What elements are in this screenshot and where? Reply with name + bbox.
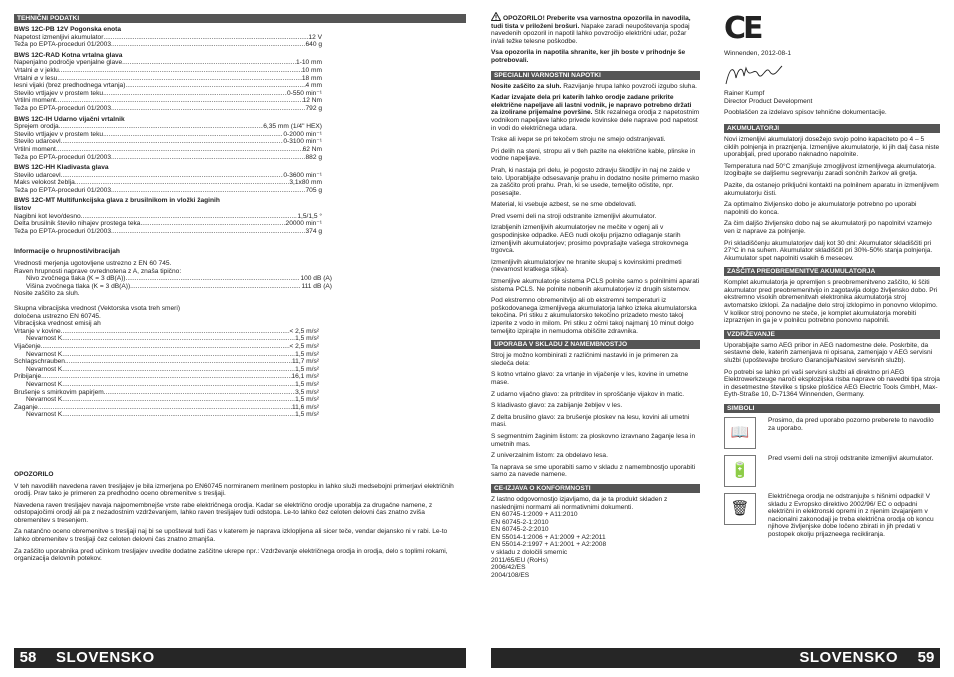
opozorilo-heading: OPOZORILO (14, 470, 54, 478)
leader-dots (62, 381, 295, 389)
spec-label: Število udarcevl (14, 171, 61, 179)
leader-dots (81, 213, 298, 221)
spec-value: 10 mm (301, 66, 322, 74)
leader-dots (61, 172, 284, 180)
spec-row (14, 105, 322, 113)
leader-dots (62, 366, 295, 374)
spec-value: 374 g (305, 227, 322, 235)
spec-value: 0-2000 min⁻¹ (283, 130, 322, 138)
spec-value: 4 mm (305, 82, 322, 90)
vibration-row (14, 358, 319, 366)
special-text: Razvijanje hrupa lahko povzroči izgubo sluha. (561, 82, 697, 90)
ce-mark-logo: CE (724, 11, 761, 46)
symbol-text: Prosimo, da pred uporabo pozorno preberete to navodilo za uporabo. (768, 417, 934, 432)
special-text: Prah, ki nastaja pri delu, je pogosto zdravju škodljiv in naj ne zaide v telo. Uporabljajte odsesavanje prahu in dodatno nosite primerno masko za zaščito proti prahu. Prah, ki se usede, temeljito očistite, npr. posesajte. (491, 166, 700, 197)
usage-paragraph: S kotno vrtalno glavo: za vrtanje in vijačenje v les, kovine in umetne mase. (491, 371, 689, 386)
ce-norm-line: 2006/42/ES (491, 564, 526, 572)
special-paragraph (491, 259, 700, 274)
spec-row (14, 172, 322, 180)
special-paras (491, 83, 700, 336)
spec-value: 20000 min⁻¹ (285, 220, 322, 228)
ce-norm-line: 2011/65/EU (RoHs) (491, 556, 549, 564)
warning-bold: OPOZORILO! Preberite vsa varnostna opozorila in navodila, tudi tista v priloženi brošuri. (491, 15, 691, 30)
vib-intro-1: Skupna vibracijska vrednost (Vektorska vsota treh smeri) (14, 305, 181, 312)
symbol-row (724, 417, 940, 449)
noise-intro-1: Vrednosti merjenja ugotovljene ustrezno z EN 60 745. (14, 260, 172, 268)
footer-right (491, 648, 940, 668)
spec-value: 640 g (305, 41, 322, 49)
spec-value: 3,1x80 mm (289, 179, 322, 187)
leader-dots (111, 187, 305, 195)
special-paragraph (491, 136, 700, 144)
leader-dots (125, 82, 305, 90)
spec-label: Število vrtljajev v prostem teku (14, 130, 104, 138)
ce-norms (491, 511, 700, 579)
middle-column (491, 12, 700, 579)
spec-title: BWS 12C-IH Udarno vijačni vrtalnik (14, 115, 125, 123)
leader-dots (59, 123, 264, 131)
ce-norm-line: EN 60745-1:2009 + A11:2010 (491, 511, 578, 519)
spec-label: Napenjalno področje vpenjalne glave (14, 59, 123, 67)
leader-dots (111, 41, 305, 49)
crossed-bin-icon: 🗑 (724, 493, 756, 525)
section-head-symbols: SIMBOLI (724, 404, 940, 413)
leader-dots (122, 59, 296, 67)
spec-label: Teža po EPTA-proceduri 01/2003 (14, 227, 112, 235)
spec-label: Vijačenje (14, 342, 41, 350)
vibration-row (14, 335, 319, 343)
spec-value: 0-550 min⁻¹ (287, 89, 322, 97)
special-text: Izmenljivih akumulatorjev ne hranite skupaj s kovinskimi predmeti (nevarnost kratkega stika). (491, 258, 682, 274)
noise-rows (14, 275, 332, 290)
usage-paragraph: Z univerzalnim listom: za obdelavo lesa. (491, 452, 608, 460)
special-paragraph (491, 297, 700, 335)
vib-intro-2: določena ustrezno EN 60745. (14, 312, 101, 320)
opozorilo-para-2: Navedena raven tresljajev navaja najpomembnejše vrste rabe električnega orodja. Kadar se električno orodje uporablja za drugačne namene, z odstopajočimi orodji ali pa z nezadostnim vzdrževanjem, lahko raven tresljajev tudi odstopa. Le-to lahko čez celoten delovni čas znatno zviša obremenitev s tresenjem. (14, 501, 433, 524)
spec-row (14, 41, 322, 49)
noise-tail: Nosite zaščito za sluh. (14, 290, 80, 298)
battery-paragraph: Za čim daljšo življensko dobo naj se akumulatorji po napolnitvi vzamejo ven iz naprave za polnjenje. (724, 220, 932, 235)
symbol-list (724, 417, 940, 539)
spec-label: Žaganje (14, 403, 38, 411)
vibration-row (14, 328, 319, 336)
vibration-row (14, 351, 319, 359)
spec-row (14, 154, 322, 162)
spec-row (14, 138, 322, 146)
noise-row (14, 283, 332, 291)
ce-norm-line: 2004/108/ES (491, 571, 530, 579)
ce-text: Z lastno odgovornostjo izjavljamo, da je ta produkt skladen z naslednjimi normami ali normativnimi dokumenti. (491, 495, 668, 511)
ce-norm-line: EN 60745-2-1:2010 (491, 518, 549, 526)
spec-row (14, 179, 322, 187)
spec-label: Sprejem orodja (14, 123, 59, 131)
special-bold: Nosite zaščito za sluh. (491, 82, 562, 90)
spec-value: 12 Nm (302, 97, 322, 105)
usage-paragraph: S segmentnim žaginim listom: za ploskovno izravnano žaganje lesa in umetnih mas. (491, 432, 696, 448)
section-head-special: SPECIALNI VARNOSTNI NAPOTKI (491, 71, 700, 80)
usage-paragraph: S kladivasto glavo: za zabijanje žebljev v les. (491, 402, 623, 410)
spec-label: Teža po EPTA-proceduri 01/2003 (14, 41, 112, 49)
spec-label: Teža po EPTA-proceduri 01/2003 (14, 104, 112, 112)
spec-label: Vrtilni moment (14, 97, 56, 105)
vib-rows (14, 328, 319, 419)
special-paragraph (491, 83, 700, 91)
leader-dots (103, 90, 287, 98)
spec-table (14, 172, 322, 195)
spec-blocks (14, 26, 466, 235)
spec-value: 11,6 m/s² (292, 403, 319, 411)
spec-value: 1,5 m/s² (295, 350, 319, 358)
spec-row (14, 187, 322, 195)
protection-text: Komplet akumulatorja je opremljen s preobremenitveno zaščito, ki ščiti akumulator pred preobremenitvijo in zagotavlja dolgo življensko dobo. Pri ekstremno visokih obremenitvah elektronika akumulatorja stroj avtomatsko izklopi. Za nadaljne delo stroj izklopimo in ponovno vklopimo. V kolikor stroj ponovno ne steče, je komplet akumulatorja morebiti izpraznjen in ga je v polnilcu potrebno ponovno napolniti. (724, 279, 938, 325)
spec-label: Nevarnost K (26, 396, 63, 404)
spec-label: Teža po EPTA-proceduri 01/2003 (14, 153, 112, 161)
spec-row (14, 97, 322, 105)
spec-value: 792 g (305, 104, 322, 112)
battery-paragraph: Temperatura nad 50°C zmanjšuje zmogljivost izmenljivega akumulatorja. Izogibajte se daljšemu segrevanju zaradi sončnih žarkov ali gretja. (724, 162, 936, 178)
leader-dots (65, 358, 292, 366)
symbol-text: Pred vsemi deli na stroji odstranite izmenljivi akumulator. (768, 455, 934, 462)
leader-dots (56, 97, 303, 105)
ce-norm-line: EN 55014-2:1997 + A1:2001 + A2:2008 (491, 541, 607, 549)
spec-value: 705 g (305, 186, 322, 194)
leader-dots (103, 131, 283, 139)
spec-table (14, 34, 322, 49)
leader-dots (126, 275, 301, 283)
spec-title: BWS 12C-PB 12V Pogonska enota (14, 26, 121, 33)
ce-norm-line: v skladu z določili smernic (491, 549, 568, 557)
section-head-maintenance: VZDRŽEVANJE (724, 330, 940, 339)
signer-name: Rainer Kumpf (724, 90, 765, 98)
leader-dots (61, 328, 290, 336)
spec-label: Število vrtljajev v prostem teku (14, 89, 104, 97)
opozorilo-para-1: V teh navodilih navedena raven tresljajev je bila izmerjena po EN60745 normiranem merilnem postopku in lahko služi medsebojni primerjavi električnih orodij. Prav tako je primeren za predhodno oceno obremenitve s tresljaji. (14, 482, 454, 498)
leader-dots (59, 67, 302, 75)
battery-paragraph: Pri skladiščenju akumulatorjev dalj kot 30 dni: Akumulator skladiščiti pri 27°C in na suhem. Akumulator skladiščiti pri 30%-50% stanja polnjenja. Akumulator spet napolniti vsakih 6 mesecev. (724, 239, 933, 262)
vibration-row (14, 381, 319, 389)
read-manual-icon: 📖 (724, 417, 756, 449)
battery-paragraph: Pazite, da ostanejo priključni kontakti na polnilnem aparatu in izmenljivem akumulatorju čisti. (724, 181, 939, 197)
signer-role: Director Product Development (724, 97, 813, 105)
spec-value: 18 mm (301, 74, 322, 82)
spec-label: Število udarcevl (14, 138, 61, 146)
special-paragraph (491, 201, 700, 209)
usage-paragraph: Stroj je možno kombinirati z različnimi nastavki in je primeren za sledeča dela: (491, 352, 678, 367)
spec-value: < 2,5 m/s² (289, 342, 319, 350)
signature-image (724, 62, 784, 88)
spec-value: 1,5 m/s² (295, 411, 319, 419)
battery-paragraph: Za optimalno življensko dobo je akumulatorje potrebno po uporabi napolniti do konca. (724, 201, 917, 216)
special-text: Material, ki vsebuje azbest, se ne sme obdelovati. (491, 201, 637, 209)
special-paragraph (491, 94, 700, 132)
section-head-tech: TEHNIČNI PODATKI (14, 14, 466, 23)
spec-label: Schlagschrauben (14, 358, 65, 366)
leader-dots (38, 404, 292, 412)
vibration-row (14, 396, 319, 404)
special-paragraph (491, 167, 700, 197)
spec-value: 6,35 mm (1/4" HEX) (263, 123, 322, 131)
spec-value: 1-10 mm (295, 59, 322, 67)
spec-value: 62 Nm (302, 145, 322, 153)
spec-label: Maks velokost žeblja (14, 179, 75, 187)
usage-paragraph: Z delta brusilno glavo: za brušenje ploskev na lesu, kovini ali umetni masi. (491, 413, 690, 429)
spec-row (14, 90, 322, 98)
spec-title: BWS 12C-MT Multifunkcijska glava z brusilnikom in vložki žaginih listov (14, 197, 220, 213)
spec-label: Vrtilni moment (14, 145, 56, 153)
usage-paragraph: Ta naprava se sme uporabiti samo v skladu z namembnostjo uporabiti samo za navede namene. (491, 463, 696, 479)
special-text: Pred vsemi deli na stroji odstranite izmenljivi akumulator. (491, 212, 657, 220)
symbol-row (724, 455, 940, 487)
spec-label: Vrtanje v kovine (14, 327, 61, 335)
section-head-protection: ZAŠČITA PREOBREMENITVE AKUMULATORJA (724, 267, 940, 276)
symbol-row (724, 493, 940, 539)
remove-battery-icon: 🔋 (724, 455, 756, 487)
opozorilo-para-4: Za zaščito uporabnika pred učinkom tresljajev uvedite dodatne zaščitne ukrepe npr.: Vzdrževanje električnega orodja in orodja, delo s toplimi rokami, organizacija delovnih potekov. (14, 547, 448, 563)
spec-label: Nevarnost K (26, 350, 63, 358)
leader-dots (62, 396, 295, 404)
vibration-row (14, 411, 319, 419)
leader-dots (111, 228, 305, 236)
special-paragraph (491, 148, 700, 163)
special-text: Pri delih na steni, stropu ali v tleh pazite na električne kable, plinske in vodne napeljave. (491, 147, 696, 163)
maintenance-para-1: Uporabljajte samo AEG pribor in AEG nadomestne dele. Poskrbite, da sestavne dele, katerih zamenjava ni opisana, zamenjajo v AEG servisni službi (upoštevajte brošuro Garancija/Naslovi servisnih služb). (724, 341, 933, 365)
vibration-row (14, 343, 319, 351)
spec-row (14, 228, 322, 236)
page-number-right: 59 (912, 648, 940, 668)
usage-paragraph: Z udarno vijačno glavo: za pritrditev in sproščanje vijakov in matic. (491, 390, 685, 398)
leader-dots (111, 105, 305, 113)
spec-label: Vrtalni ⌀ v jeklu (14, 66, 59, 74)
leader-dots (103, 34, 308, 42)
leader-dots (62, 335, 295, 343)
spec-row (14, 82, 322, 90)
authorization-text: Pooblaščen za izdelavo spisov tehnične dokumentacije. (724, 109, 887, 117)
warning-triangle-icon (491, 12, 501, 21)
warning-keep: Vsa opozorila in napotila shranite, ker jih boste v prihodnje še potrebovali. (491, 49, 686, 64)
spec-label: lesni vijaki (brez predhodnega vrtanja) (14, 82, 126, 90)
spec-label: Nevarnost K (26, 380, 63, 388)
vibration-row (14, 389, 319, 397)
spec-value: 1,5 m/s² (295, 365, 319, 373)
spec-value: 111 dB (A) (301, 282, 332, 290)
spec-label: Teža po EPTA-proceduri 01/2003 (14, 186, 112, 194)
noise-heading: Informacije o hrupnosti/vibracijah (14, 248, 120, 256)
section-head-ce: CE-IZJAVA O KONFORMNOSTI (491, 484, 700, 493)
spec-title: BWS 12C-HH Kladivasta glava (14, 164, 109, 172)
section-head-usage: UPORABA V SKLADU Z NAMEMBNOSTJO (491, 340, 700, 349)
right-column (724, 12, 940, 545)
language-label-left: SLOVENSKO (56, 649, 155, 666)
spec-row (14, 59, 322, 67)
spec-row (14, 75, 322, 83)
spec-value: 1,5 m/s² (295, 380, 319, 388)
symbol-text: Električnega orodja ne odstranjujte s hišnimi odpadki! V skladu z Evropsko direktivo 2002/96/ EC o odpadni električni in elektronski opremi in z njenim izvajanjem v nacionalni zakonodaji je treba električna orodja ob koncu njihove življenjske dobe ločeno zbirati in jih predati v postopek okolju prijazneega recikliranja. (768, 493, 934, 538)
leader-dots (130, 283, 301, 291)
leader-dots (61, 138, 284, 146)
spec-row (14, 123, 322, 131)
noise-row (14, 275, 332, 283)
spec-label: Pribijanje (14, 373, 42, 381)
spec-value: 0-3100 min⁻¹ (283, 138, 322, 146)
spec-label: Delta brusilnik število nihajev prostega teka (14, 220, 141, 228)
leader-dots (104, 389, 295, 397)
spec-value: 12 V (308, 33, 322, 41)
place-date: Winnenden, 2012-08-1 (724, 50, 792, 57)
special-paragraph (491, 224, 700, 254)
special-paragraph (491, 278, 700, 293)
spec-label: Brušenje s smirkovim papirjem (14, 388, 104, 396)
spec-label: Napetost izmenljivi akumulator (14, 33, 104, 41)
spec-value: 0-3600 min⁻¹ (283, 171, 322, 179)
spec-value: 16,1 m/s² (291, 373, 319, 381)
noise-intro-2: Raven hrupnosti naprave ovrednotena z A, znaša tipično: (14, 267, 182, 275)
spec-label: Nivo zvočnega tlaka (K = 3 dB(A)) (26, 275, 126, 283)
spec-label: Nevarnost K (26, 335, 63, 343)
special-text: Izrabljenih izmenljivih akumulatorjev ne mečite v ogenj ali v gospodinjske odpadke. AEG nudi okolju prijazno odlaganje starih izmenljivih akumulatorjev; prosimo povprašajte vašega strokovnega trgovca. (491, 224, 689, 255)
spec-label: Vrtalni ⌀ v lesu (14, 74, 58, 82)
special-bold: Kadar izvajate dela pri katerih lahko orodje zadane prikrite električne napeljave ali lastni vodnik, je napravo potrebno držati za izolirane prijemalne površine. (491, 94, 692, 117)
special-text: Pod ekstremno obremenitvijo ali ob ekstremni temperaturi iz poškodovanega izmenljivega akumulatorja lahko izteka akumulatorska tekočina. Pri stiku z akumulatorsko tekočino prizadeto mesto takoj izperite z vodo in milom. Pri stiku z očmi takoj najmanj 10 minut dolgo temeljito izpirajte in nemudoma obiščite zdravnika. (491, 297, 697, 335)
spec-row (14, 213, 322, 221)
leader-dots (62, 351, 295, 359)
vibration-row (14, 366, 319, 374)
special-paragraph (491, 213, 700, 221)
leader-dots (41, 343, 290, 351)
spec-value: 882 g (305, 153, 322, 161)
page-number-left: 58 (14, 648, 42, 668)
spec-label: Nevarnost K (26, 411, 63, 419)
spec-row (14, 67, 322, 75)
spec-row (14, 34, 322, 42)
footer-left (14, 648, 466, 668)
vib-intro-3: Vibracijska vrednost emisij ah (14, 320, 101, 328)
special-text: Izmenljive akumulatorje sistema PCLS polnite samo s polnilnimi aparati sistema PCLS. Ne polnite nobenih akumulatorjev iz drugih sistemov. (491, 278, 700, 293)
battery-paragraph: Novi izmenljivi akumulatorji dosežejo svojo polno kapaciteto po 4 – 5 ciklih polnjenja in praznjenja. Izmenljive akumulatorje, ki jih dalj časa niste uporabljali, pred uporabo naknadno napolnite. (724, 135, 940, 159)
leader-dots (56, 146, 303, 154)
spec-table (14, 213, 322, 236)
ce-norm-line: EN 60745-2-2:2010 (491, 526, 549, 534)
section-head-acc: AKUMULATORJI (724, 124, 940, 133)
leader-dots (75, 179, 290, 187)
maintenance-para-2: Po potrebi se lahko pri vaši servisni službi ali direktno pri AEG Elektrowerkzeuge naroči eksplozijska risba naprave ob navedbi tipa stroja in desetmestne številke s tipske ploščice AEG Electric Tools GmbH, Max-Eyth-Straße 10, D-71364 Winnenden, Germany. (724, 368, 940, 399)
spec-value: 100 dB (A) (300, 275, 332, 283)
special-text: Trske ali ivери se pri tekočem stroju ne smejo odstranjevati. (491, 136, 666, 144)
leader-dots (57, 75, 302, 83)
left-column (14, 12, 466, 567)
usage-paras (491, 352, 700, 479)
spec-value: 3,5 m/s² (295, 388, 319, 396)
warning-rest: Napake zaradi neupoštevanja spodaj navedenih opozoril in napotil lahko povzročijo električni udar, požar in/ali težke telesne poškodbe. (491, 22, 690, 45)
opozorilo-para-3: Za natančno oceno obremenitve s tresljaji naj bi se upošteval tudi čas v katerem je naprava izklopljena ali sicer teče, vendar dejansko ni v rabi. Le-to lahko obremenitev s tresljaji čez celoten delovni čas znatno zmanjša. (14, 528, 448, 544)
spec-value: 1,5 m/s² (295, 396, 319, 404)
spec-row (14, 220, 322, 228)
language-label-right: SLOVENSKO (799, 649, 898, 666)
spec-value: 1,5/1,5 ° (297, 212, 322, 220)
spec-row (14, 131, 322, 139)
spec-value: 11,7 m/s² (292, 358, 319, 366)
spec-row (14, 146, 322, 154)
leader-dots (41, 373, 291, 381)
spec-table (14, 123, 322, 161)
special-text: Stik rezalnega orodja z napetostnim vodnikom napeljave lahko privede kovinske dele naprave pod napetost in vodi do električnega udara. (491, 109, 700, 132)
spec-table (14, 59, 322, 112)
acc-paras (724, 136, 940, 262)
spec-value: 1,5 m/s² (295, 335, 319, 343)
ce-norm-line: EN 55014-1:2006 + A1:2009 + A2:2011 (491, 533, 606, 541)
leader-dots (62, 411, 295, 419)
leader-dots (111, 154, 305, 162)
leader-dots (140, 220, 285, 228)
spec-label: Nevarnost K (26, 365, 63, 373)
vibration-row (14, 373, 319, 381)
vibration-row (14, 404, 319, 412)
spec-title: BWS 12C-RAD Kotna vrtalna glava (14, 51, 123, 59)
spec-label: Višina zvočnega tlaka (K = 3 dB(A)) (26, 282, 131, 290)
spec-label: Nagibni kot levo/desno (14, 212, 81, 220)
spec-value: < 2,5 m/s² (289, 327, 319, 335)
